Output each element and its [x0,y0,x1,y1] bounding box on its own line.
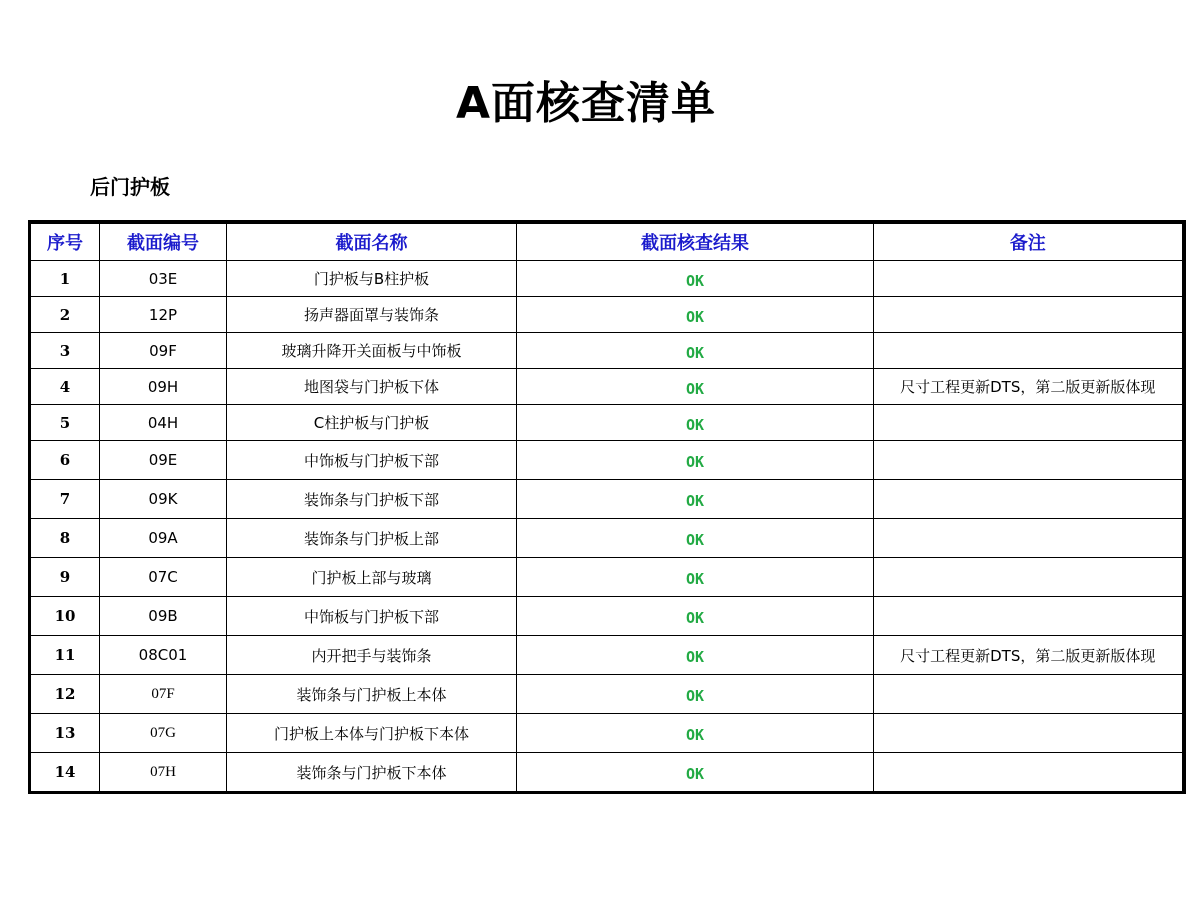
row-remark [874,597,1184,636]
row-check-result: OK [517,405,874,441]
row-remark [874,261,1184,297]
row-section-code: 07F [100,675,227,714]
row-section-name: 装饰条与门护板下本体 [227,753,517,793]
row-check-result: OK [517,597,874,636]
row-check-result: OK [517,369,874,405]
section-subtitle: 后门护板 [90,175,170,199]
row-section-code: 12P [100,297,227,333]
row-section-name: 内开把手与装饰条 [227,636,517,675]
row-section-code: 07C [100,558,227,597]
row-section-name: 地图袋与门护板下体 [227,369,517,405]
table-row [30,558,1184,597]
row-remark [874,558,1184,597]
row-section-code: 08C01 [100,636,227,675]
row-section-name: 装饰条与门护板上部 [227,519,517,558]
row-section-name: 门护板上本体与门护板下本体 [227,714,517,753]
table-row [30,480,1184,519]
row-check-result: OK [517,519,874,558]
table-row [30,333,1184,369]
row-remark [874,297,1184,333]
row-section-name: C柱护板与门护板 [227,405,517,441]
row-index: 12 [30,675,100,714]
row-check-result: OK [517,714,874,753]
header-section-name: 截面名称 [227,222,517,261]
table-row [30,636,1184,675]
table-header-row [30,222,1184,261]
row-section-name: 装饰条与门护板上本体 [227,675,517,714]
row-section-name: 装饰条与门护板下部 [227,480,517,519]
row-index: 2 [30,297,100,333]
check-table [28,220,1186,794]
row-index: 9 [30,558,100,597]
row-section-name: 中饰板与门护板下部 [227,597,517,636]
table-row [30,297,1184,333]
row-section-code: 09E [100,441,227,480]
table-row [30,261,1184,297]
row-index: 1 [30,261,100,297]
row-index: 7 [30,480,100,519]
row-remark [874,480,1184,519]
row-section-code: 09H [100,369,227,405]
row-check-result: OK [517,636,874,675]
row-check-result: OK [517,675,874,714]
row-check-result: OK [517,333,874,369]
table-row [30,369,1184,405]
row-remark: 尺寸工程更新DTS，第二版更新版体现 [874,369,1184,405]
row-index: 3 [30,333,100,369]
table-row [30,753,1184,793]
row-remark [874,675,1184,714]
row-index: 6 [30,441,100,480]
row-section-code: 09F [100,333,227,369]
row-remark [874,519,1184,558]
table-row [30,441,1184,480]
table-row [30,597,1184,636]
row-section-code: 09A [100,519,227,558]
row-index: 5 [30,405,100,441]
header-index: 序号 [30,222,100,261]
page-title: A面核查清单 [455,78,717,129]
row-section-code: 04H [100,405,227,441]
row-check-result: OK [517,558,874,597]
row-check-result: OK [517,297,874,333]
row-index: 14 [30,753,100,793]
row-section-name: 门护板与B柱护板 [227,261,517,297]
row-section-name: 扬声器面罩与装饰条 [227,297,517,333]
row-check-result: OK [517,753,874,793]
header-check-result: 截面核查结果 [517,222,874,261]
row-index: 8 [30,519,100,558]
row-remark [874,753,1184,793]
header-remark: 备注 [874,222,1184,261]
row-section-code: 07H [100,753,227,793]
row-index: 10 [30,597,100,636]
table-row [30,519,1184,558]
row-remark [874,333,1184,369]
row-remark [874,441,1184,480]
row-section-code: 09K [100,480,227,519]
row-index: 13 [30,714,100,753]
row-remark [874,405,1184,441]
row-check-result: OK [517,441,874,480]
row-section-code: 03E [100,261,227,297]
table-row [30,675,1184,714]
row-section-name: 中饰板与门护板下部 [227,441,517,480]
row-section-name: 玻璃升降开关面板与中饰板 [227,333,517,369]
row-remark: 尺寸工程更新DTS，第二版更新版体现 [874,636,1184,675]
row-section-name: 门护板上部与玻璃 [227,558,517,597]
header-section-code: 截面编号 [100,222,227,261]
row-check-result: OK [517,480,874,519]
row-index: 4 [30,369,100,405]
table-row [30,714,1184,753]
row-section-code: 07G [100,714,227,753]
row-check-result: OK [517,261,874,297]
row-remark [874,714,1184,753]
table-row [30,405,1184,441]
row-section-code: 09B [100,597,227,636]
row-index: 11 [30,636,100,675]
